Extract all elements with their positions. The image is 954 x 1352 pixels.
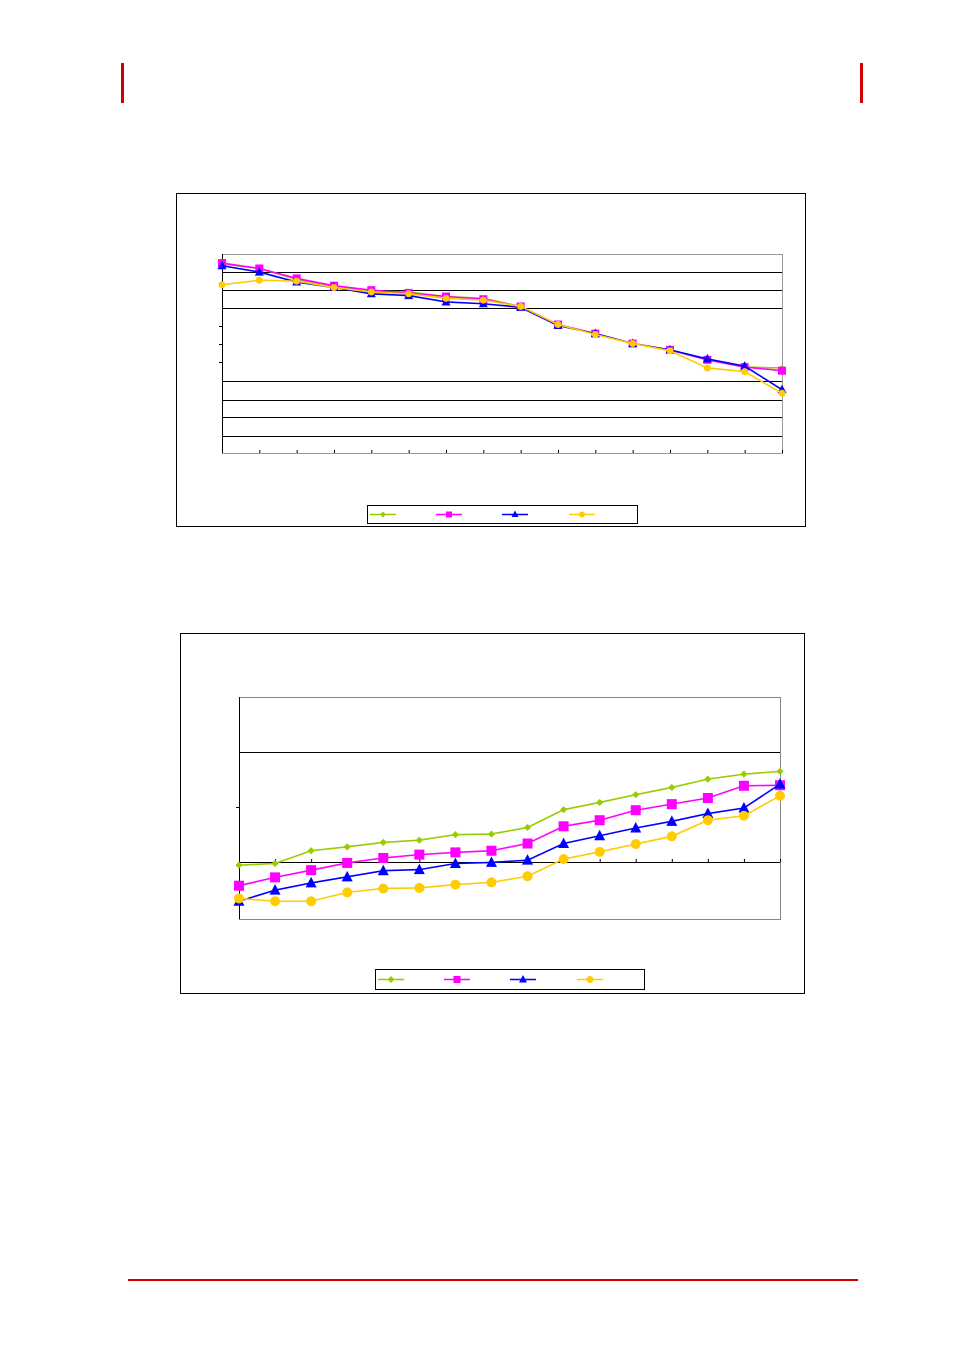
chart-2-series-2-point <box>234 881 244 891</box>
chart-2-series-2-point <box>703 793 713 803</box>
chart-2-series-2-point <box>631 805 641 815</box>
chart-2-series-2-point <box>523 839 533 849</box>
chart-2-series-4-point <box>306 896 316 906</box>
chart-1-series-2-point <box>778 367 786 375</box>
chart-1-series-4-point <box>741 368 748 375</box>
chart-1-series-4-point <box>704 364 711 371</box>
chart-1-series-4-point <box>256 277 263 284</box>
chart-2-series-4-point <box>450 880 460 890</box>
chart-2-series-4-point <box>523 871 533 881</box>
chart-2-series-4-point <box>703 815 713 825</box>
chart-2-legend-marker-2 <box>454 976 461 983</box>
chart-2-series-2-point <box>595 815 605 825</box>
chart-1-series-4-point <box>219 281 226 288</box>
chart-2-series-2-point <box>342 858 352 868</box>
chart-1-series-4-point <box>293 278 300 285</box>
chart-1-series-4-point <box>331 284 338 291</box>
chart-2-series-2-point <box>559 821 569 831</box>
chart-1-series-4-point <box>480 297 487 304</box>
chart-2-series-2-point <box>378 853 388 863</box>
chart-2-series-4-point <box>667 831 677 841</box>
chart-1-series-4-point <box>592 331 599 338</box>
chart-1-series-4-point <box>629 340 636 347</box>
chart-2-series-4-point <box>631 839 641 849</box>
chart-1-series-4-point <box>517 303 524 310</box>
chart-2-series-4-point <box>486 877 496 887</box>
chart-2-series-2-point <box>739 781 749 791</box>
chart-2-series-4-point <box>595 847 605 857</box>
chart-2-series-4-point <box>378 883 388 893</box>
chart-1-series-4-point <box>405 290 412 297</box>
chart-2-legend-marker-4 <box>587 976 594 983</box>
chart-2-series-4-point <box>414 883 424 893</box>
chart-1-legend-marker-4 <box>579 512 585 518</box>
chart-2-series-4-point <box>234 893 244 903</box>
chart-2-series-2-point <box>450 847 460 857</box>
chart-2-series-4-point <box>739 811 749 821</box>
chart-2-series-4-point <box>559 854 569 864</box>
chart-1 <box>177 194 806 527</box>
chart-2-series-4-point <box>342 887 352 897</box>
chart-2-series-4-point <box>775 791 785 801</box>
chart-2-series-4-point <box>270 896 280 906</box>
chart-2-series-2-point <box>667 799 677 809</box>
chart-1-series-4-point <box>368 288 375 295</box>
chart-1-series-4-point <box>555 321 562 328</box>
chart-2-series-2-point <box>306 865 316 875</box>
chart-1-series-4-point <box>667 347 674 354</box>
chart-1-legend-marker-2 <box>446 512 452 518</box>
chart-2-series-2-point <box>414 850 424 860</box>
chart-2-series-2-point <box>270 872 280 882</box>
chart-1-series-4-point <box>443 295 450 302</box>
chart-1-series-4-point <box>779 390 786 397</box>
chart-2 <box>181 634 805 994</box>
chart-2-series-2-point <box>486 846 496 856</box>
